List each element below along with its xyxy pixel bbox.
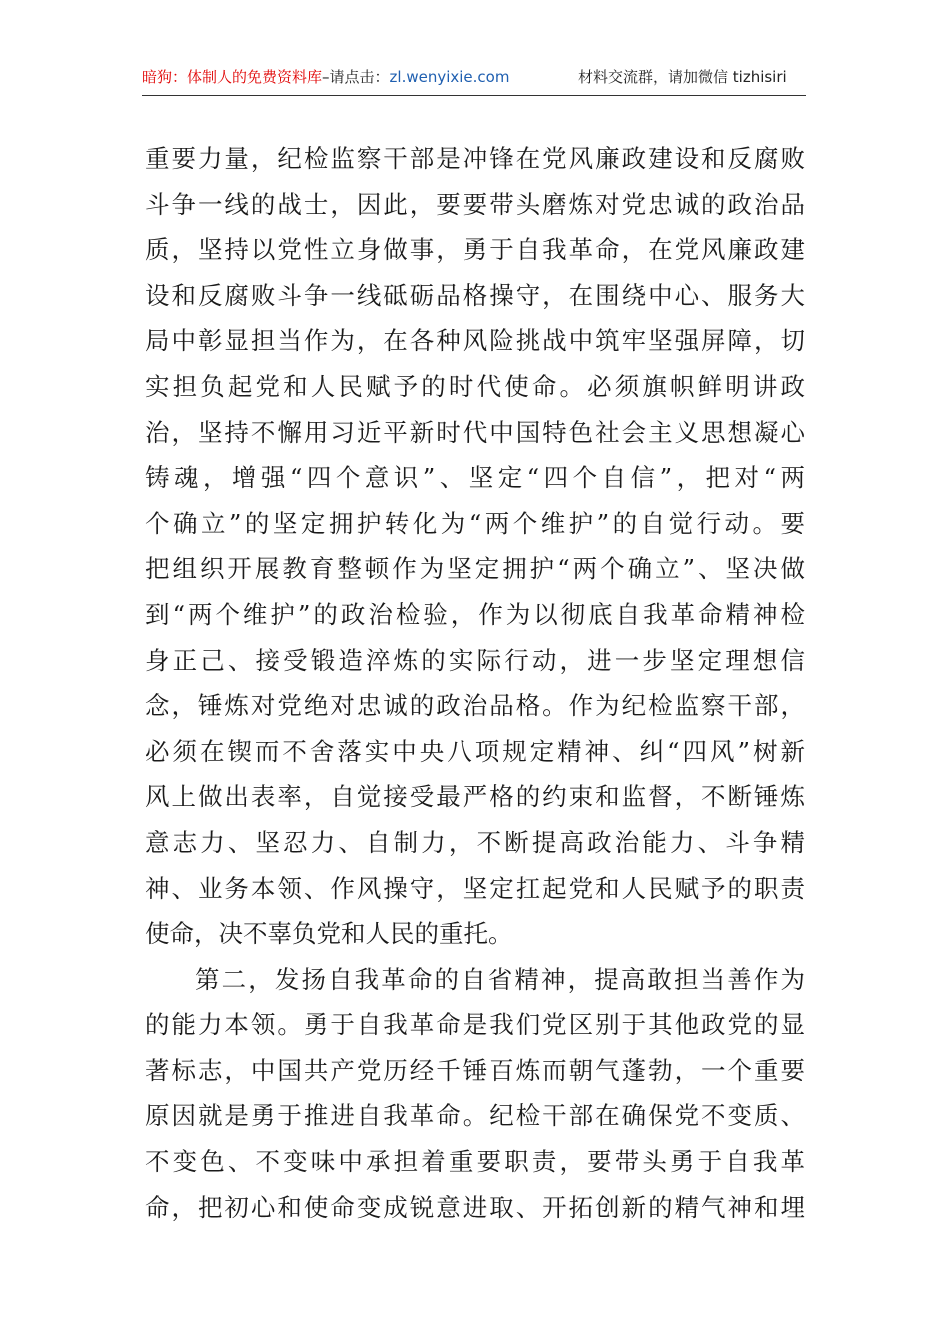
text-line: 神、业务本领、作风操守，坚定扛起党和人民赋予的职责 xyxy=(145,873,805,903)
text-line: 原因就是勇于推进自我革命。纪检干部在确保党不变质、 xyxy=(145,1101,805,1131)
text-line: 局中彰显担当作为，在各种风险挑战中筑牢坚强屏障，切 xyxy=(145,326,805,356)
header-divider xyxy=(142,95,806,96)
text-line: 意志力、坚忍力、自制力，不断提高政治能力、斗争精 xyxy=(145,827,805,857)
text-line: 设和反腐败斗争一线砥砺品格操守，在围绕中心、服务大 xyxy=(145,280,805,310)
text-line: 的能力本领。勇于自我革命是我们党区别于其他政党的显 xyxy=(145,1010,805,1040)
text-line: 到“两个维护”的政治检验，作为以彻底自我革命精神检 xyxy=(145,599,805,629)
text-line: 必须在锲而不舍落实中央八项规定精神、纠“四风”树新 xyxy=(145,736,805,766)
text-line: 铸魂，增强“四个意识”、坚定“四个自信”，把对“两 xyxy=(145,463,805,493)
text-line: 个确立”的坚定拥护转化为“两个维护”的自觉行动。要 xyxy=(145,508,805,538)
text-line: 身正己、接受锻造淬炼的实际行动，进一步坚定理想信 xyxy=(145,645,805,675)
header-brand: 暗狗：体制人的免费资料库 xyxy=(142,68,323,86)
text-line: 把组织开展教育整顿作为坚定拥护“两个确立”、坚决做 xyxy=(145,554,805,584)
text-line: 著标志，中国共产党历经千锤百炼而朝气蓬勃，一个重要 xyxy=(145,1055,805,1085)
text-line: 斗争一线的战士，因此，要要带头磨炼对党忠诚的政治品 xyxy=(145,189,805,219)
text-line: 重要力量，纪检监察干部是冲锋在党风廉政建设和反腐败 xyxy=(145,144,805,173)
header-prompt: –请点击： xyxy=(322,68,390,86)
text-line: 治，坚持不懈用习近平新时代中国特色社会主义思想凝心 xyxy=(145,417,805,447)
document-body xyxy=(145,136,805,1230)
header-contact: 材料交流群，请加微信 tizhisiri xyxy=(578,68,787,86)
text-line: 不变色、不变味中承担着重要职责，要带头勇于自我革 xyxy=(145,1147,805,1177)
text-line: 使命，决不辜负党和人民的重托。 xyxy=(145,919,513,949)
header-link[interactable]: zl.wenyixie.com xyxy=(389,68,510,86)
text-line: 质，坚持以党性立身做事，勇于自我革命，在党风廉政建 xyxy=(145,235,805,265)
text-line: 实担负起党和人民赋予的时代使命。必须旗帜鲜明讲政 xyxy=(145,371,805,401)
text-line: 命，把初心和使命变成锐意进取、开拓创新的精气神和埋 xyxy=(145,1192,805,1222)
text-line: 风上做出表率，自觉接受最严格的约束和监督，不断锤炼 xyxy=(145,782,805,812)
text-line: 第二，发扬自我革命的自省精神，提高敢担当善作为 xyxy=(195,964,805,994)
page-header xyxy=(142,66,806,96)
text-line: 念，锤炼对党绝对忠诚的政治品格。作为纪检监察干部， xyxy=(145,691,805,721)
